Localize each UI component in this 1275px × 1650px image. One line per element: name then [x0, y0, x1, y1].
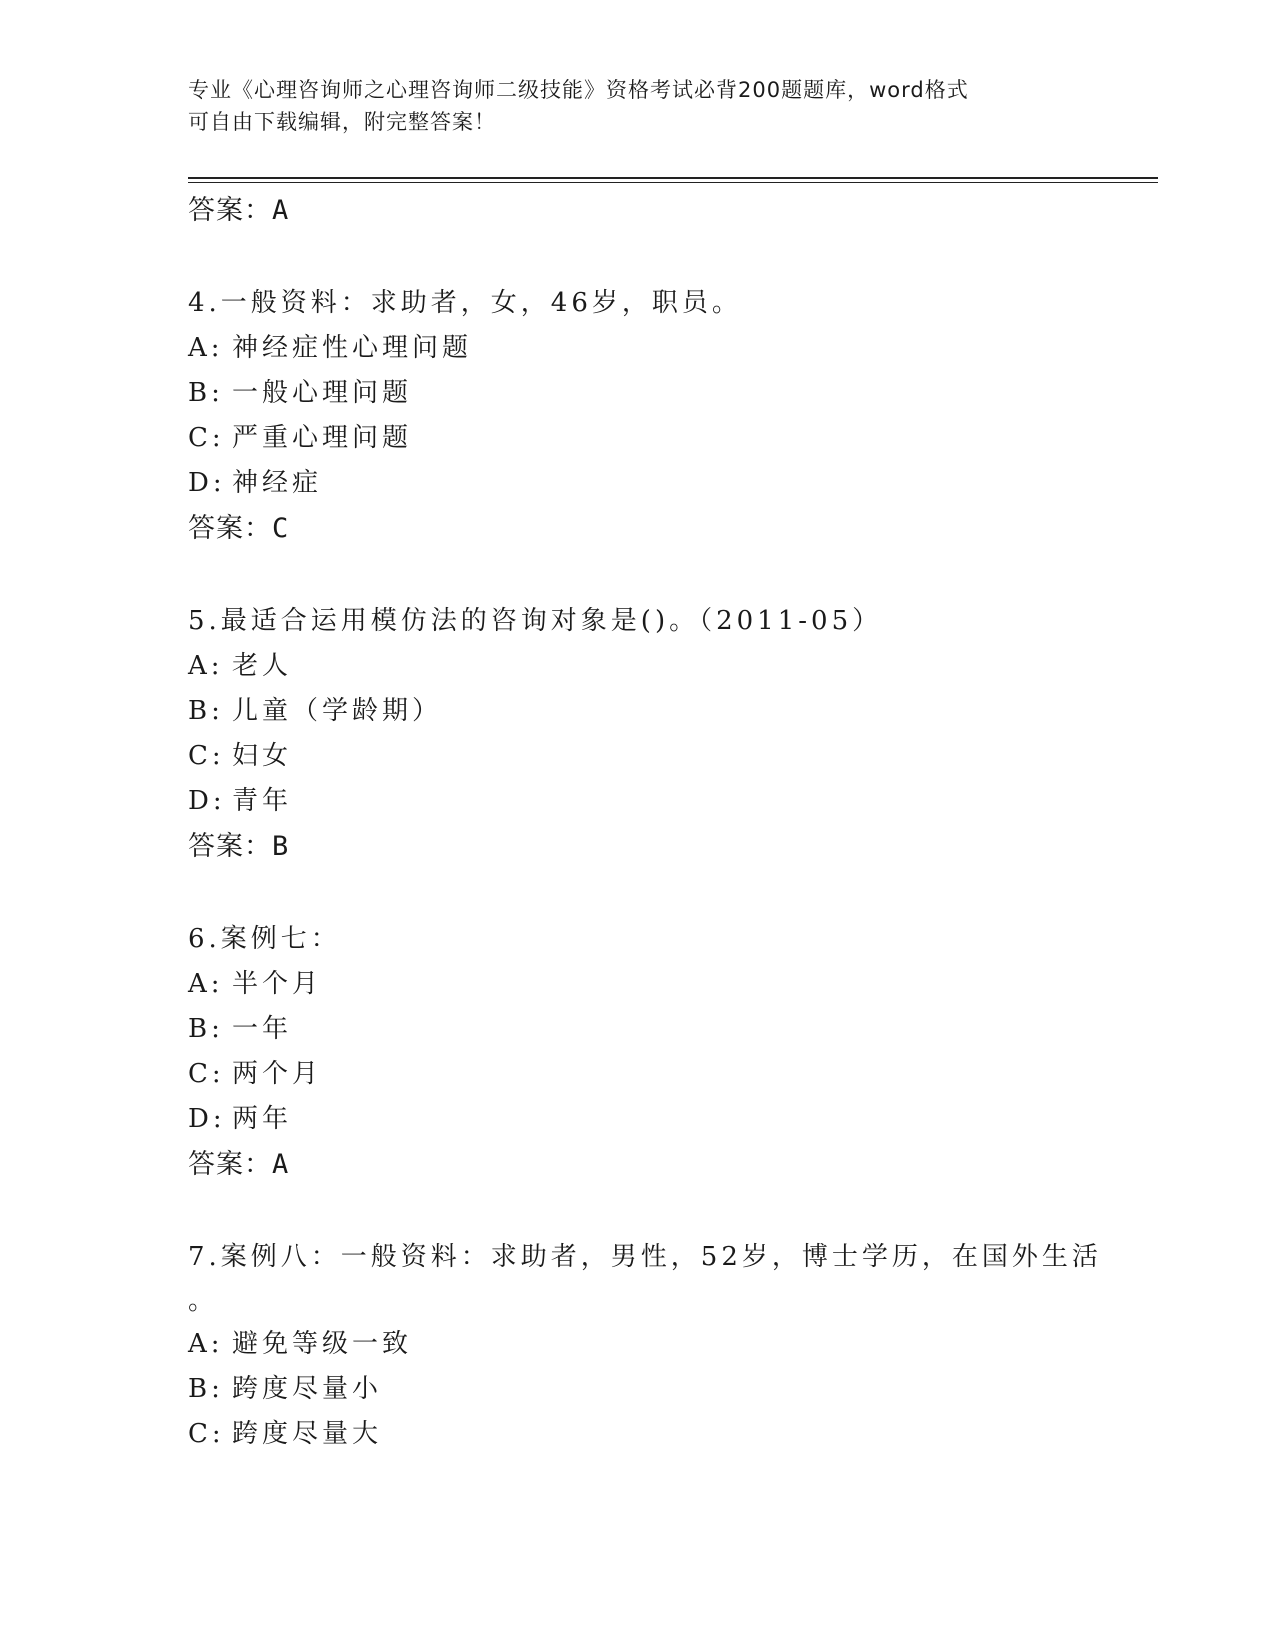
- answer-line: [188, 824, 1088, 870]
- option-item: [188, 689, 1088, 734]
- header-rule-thick: [188, 177, 1158, 179]
- answer-line: [188, 506, 1088, 552]
- answer-value: C: [272, 513, 290, 544]
- option-text: 一年: [232, 1014, 293, 1044]
- option-key: B:: [188, 696, 224, 726]
- option-item: [188, 1367, 1088, 1412]
- answer-value: A: [272, 1149, 290, 1180]
- option-item: [188, 1322, 1088, 1367]
- option-item: [188, 326, 1088, 371]
- option-key: D:: [188, 468, 226, 498]
- option-item: [188, 779, 1088, 824]
- option-item: [188, 962, 1088, 1007]
- answer-label: 答案：: [188, 1149, 272, 1180]
- option-key: A:: [188, 1329, 224, 1359]
- option-text: 青年: [232, 786, 293, 816]
- option-item: [188, 1097, 1088, 1142]
- question-block: [188, 916, 1088, 1188]
- option-key: C:: [188, 741, 225, 771]
- question-stem: 4.一般资料：求助者，女，46岁，职员。: [188, 288, 742, 318]
- option-text: 神经症: [232, 468, 323, 498]
- answer-line: [188, 188, 1088, 234]
- header-line-2: 可自由下载编辑，附完整答案！: [188, 110, 496, 134]
- option-text: 老人: [232, 651, 293, 681]
- option-key: C:: [188, 1059, 225, 1089]
- option-item: [188, 1412, 1088, 1457]
- question-stem: 6.案例七：: [188, 924, 341, 954]
- option-item: [188, 416, 1088, 461]
- header-rule-thin: [188, 182, 1158, 183]
- option-key: D:: [188, 1104, 226, 1134]
- question-block: [188, 1234, 1102, 1457]
- option-text: 半个月: [232, 969, 323, 999]
- option-item: [188, 461, 1088, 506]
- spacer: [188, 552, 1088, 598]
- option-text: 严重心理问题: [232, 423, 413, 453]
- spacer: [188, 234, 1088, 280]
- option-key: B:: [188, 1374, 224, 1404]
- option-text: 跨度尽量小: [232, 1374, 383, 1404]
- option-key: A:: [188, 333, 224, 363]
- option-key: C:: [188, 423, 225, 453]
- answer-line: [188, 1142, 1088, 1188]
- spacer: [188, 870, 1088, 916]
- header-line-1: 专业《心理咨询师之心理咨询师二级技能》资格考试必背200题题库，word格式: [188, 78, 969, 102]
- option-key: B:: [188, 378, 224, 408]
- question-stem: 7.案例八：一般资料：求助者，男性，52岁，博士学历，在国外生活: [188, 1242, 1102, 1272]
- option-key: B:: [188, 1014, 224, 1044]
- option-text: 妇女: [232, 741, 293, 771]
- question-block: [188, 598, 1088, 870]
- option-item: [188, 1007, 1088, 1052]
- option-text: 两年: [232, 1104, 293, 1134]
- option-key: C:: [188, 1419, 225, 1449]
- option-text: 儿童（学龄期）: [232, 696, 443, 726]
- answer-label: 答案：: [188, 831, 272, 862]
- answer-value: A: [272, 195, 290, 226]
- question-stem: 5.最适合运用模仿法的咨询对象是()。（2011-05）: [188, 606, 883, 636]
- option-text: 两个月: [232, 1059, 323, 1089]
- option-text: 一般心理问题: [232, 378, 413, 408]
- option-item: [188, 371, 1088, 416]
- option-key: A:: [188, 651, 224, 681]
- answer-label: 答案：: [188, 513, 272, 544]
- answer-value: B: [272, 831, 290, 862]
- document-header: [188, 74, 1068, 138]
- spacer: [188, 1188, 1088, 1234]
- option-text: 神经症性心理问题: [232, 333, 473, 363]
- question-stem-continuation: 。: [188, 1286, 219, 1316]
- option-item: [188, 734, 1088, 779]
- option-key: A:: [188, 969, 224, 999]
- answer-label: 答案：: [188, 195, 272, 226]
- option-item: [188, 1052, 1088, 1097]
- document-body: [188, 188, 1102, 1457]
- option-key: D:: [188, 786, 226, 816]
- question-block: [188, 280, 1088, 552]
- option-text: 跨度尽量大: [232, 1419, 383, 1449]
- option-item: [188, 644, 1088, 689]
- option-text: 避免等级一致: [232, 1329, 413, 1359]
